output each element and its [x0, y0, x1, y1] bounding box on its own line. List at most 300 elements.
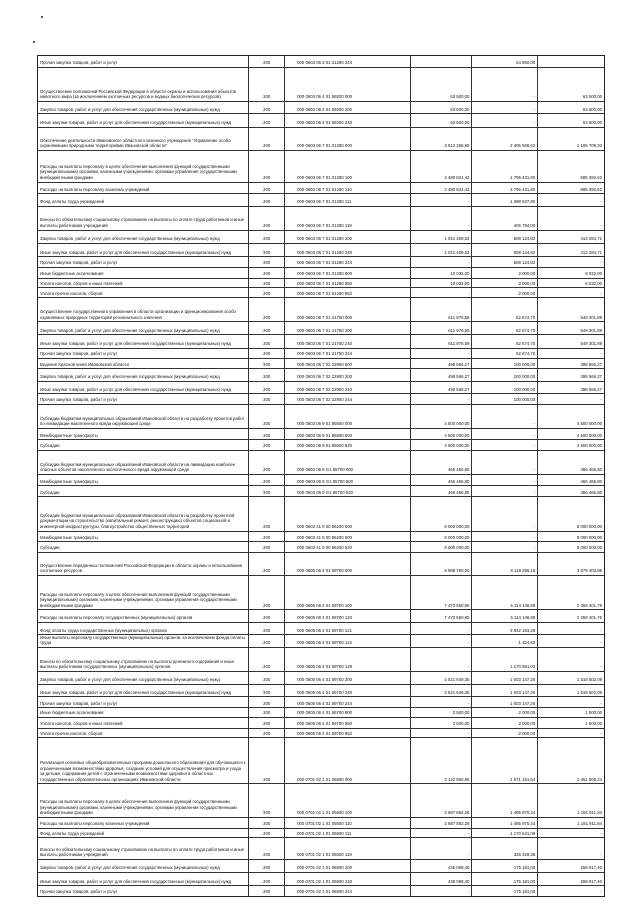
row-line-code-text: 200	[263, 721, 271, 727]
row-line-code-text: 200	[263, 821, 271, 827]
row-line-code	[249, 708, 285, 717]
row-line-code-text: 200	[263, 730, 271, 736]
table-row	[38, 873, 604, 886]
row-budget-code	[285, 708, 411, 717]
row-approved-amount-text: 2 687 882,28	[444, 821, 470, 827]
row-unexecuted-amount-text: 413 284,71	[580, 236, 602, 242]
row-executed-amount	[472, 369, 538, 380]
row-executed-amount-text: -	[533, 421, 536, 427]
row-budget-code-text: 000 0603 06 7 01 01280 111	[297, 199, 352, 205]
row-name-text: Прочая закупка товаров, работ и услуг	[40, 397, 118, 403]
row-approved-amount-text: 498 566,27	[447, 361, 470, 367]
table-row	[38, 322, 604, 335]
row-budget-code-text: 000 0701 02 1 01 05600 111	[297, 830, 352, 836]
row-name	[38, 576, 249, 609]
row-budget-code-text: 000 0603 41 9 00 86200 500	[297, 534, 353, 540]
row-unexecuted-amount-text: 398 566,27	[580, 361, 602, 367]
row-name	[38, 672, 249, 684]
row-line-code-text: 200	[263, 524, 271, 529]
row-executed-amount-text: 62 674,70	[516, 350, 536, 356]
row-name	[38, 128, 249, 150]
row-approved-amount-text: 4 500 000,00	[444, 421, 470, 427]
row-budget-code-text: 000 0701 02 1 01 05600 200	[297, 865, 353, 871]
row-unexecuted-amount-text: 8 032,00	[585, 280, 602, 286]
row-name	[38, 542, 249, 552]
row-line-code-text: 200	[263, 290, 271, 296]
table-row	[38, 394, 604, 405]
row-line-code	[249, 697, 285, 707]
row-approved-amount	[411, 231, 473, 243]
row-line-code	[249, 635, 285, 646]
row-budget-code-text: 000 0603 06 7 01 01280 850	[297, 280, 353, 286]
row-unexecuted-amount	[538, 359, 604, 369]
table-row	[38, 648, 604, 672]
row-budget-code	[285, 207, 411, 230]
row-unexecuted-amount-text: -	[600, 889, 602, 895]
row-approved-amount-text: 611 976,59	[448, 314, 470, 320]
row-executed-amount-text: -	[533, 120, 536, 126]
row-executed-amount-text: 62 674,70	[516, 314, 536, 320]
table-row	[38, 542, 604, 553]
row-unexecuted-amount	[538, 610, 604, 621]
row-unexecuted-amount	[538, 405, 604, 428]
table-row	[38, 369, 604, 381]
row-approved-amount-text: -	[468, 889, 470, 895]
table-row	[38, 685, 604, 697]
row-unexecuted-amount	[538, 532, 604, 542]
row-name-text: Уплата налогов, сборов и иных платежей	[40, 721, 123, 727]
row-line-code	[249, 288, 285, 297]
row-line-code	[249, 244, 285, 256]
row-budget-code	[285, 576, 411, 609]
row-executed-amount	[472, 244, 538, 256]
row-approved-amount	[411, 886, 473, 896]
row-line-code	[249, 207, 285, 230]
row-line-code-text: 200	[263, 361, 271, 367]
row-unexecuted-amount-text: 259 917,40	[580, 878, 602, 884]
row-name	[38, 102, 249, 113]
row-approved-amount	[411, 429, 473, 440]
row-budget-code	[285, 635, 411, 646]
row-line-code	[249, 542, 285, 552]
row-unexecuted-amount-text: 1 191 911,84	[577, 810, 602, 816]
row-executed-amount-text: 1 003 147,26	[510, 689, 536, 695]
row-executed-amount	[472, 231, 538, 243]
row-budget-code	[285, 532, 411, 542]
row-approved-amount	[411, 279, 473, 288]
row-budget-code	[285, 288, 411, 297]
row-approved-amount-text: -	[468, 350, 470, 356]
row-name-text: Взносы по обязательному социальному страхованию на выплаты по оплате труда работников и иные выплаты работникам учреждений	[40, 217, 245, 228]
row-line-code	[249, 553, 285, 575]
row-budget-code	[285, 818, 411, 828]
row-approved-amount-text: 466 466,80	[447, 489, 470, 495]
row-unexecuted-amount-text: -	[600, 700, 602, 706]
row-budget-code	[285, 194, 411, 205]
row-name-text: Обеспечение деятельности Ивановского областного казенного учреждения "Управление особо охраняемыми природными территориями Ивановской области"	[40, 137, 231, 149]
row-approved-amount-text: -	[468, 730, 470, 736]
table-row	[38, 635, 604, 647]
row-executed-amount	[472, 279, 538, 288]
row-unexecuted-amount	[538, 818, 604, 828]
row-executed-amount-text: -	[533, 467, 536, 473]
row-budget-code-text: 000 0701 02 1 01 05600 000	[297, 776, 353, 782]
row-budget-code	[285, 718, 411, 728]
table-row	[38, 672, 604, 685]
table-row	[38, 114, 604, 127]
row-name	[38, 829, 249, 838]
row-unexecuted-amount	[538, 322, 604, 334]
row-budget-code-text: 000 0603 06 9 G1 85700 500	[297, 478, 354, 484]
row-name	[38, 244, 249, 256]
row-unexecuted-amount	[538, 279, 604, 288]
row-unexecuted-amount-text: -	[600, 664, 602, 670]
row-name	[38, 784, 249, 817]
row-unexecuted-amount-text: 1 518 502,09	[576, 677, 602, 683]
row-approved-amount	[411, 697, 473, 707]
row-line-code	[249, 838, 285, 858]
row-unexecuted-amount	[538, 738, 604, 783]
row-line-code	[249, 576, 285, 609]
row-executed-amount-text: 100 000,00	[513, 386, 536, 392]
row-executed-amount	[472, 873, 538, 885]
row-executed-amount-text: 62 674,70	[516, 327, 536, 333]
row-approved-amount	[411, 738, 473, 783]
row-approved-amount-text: 611 976,59	[448, 341, 470, 347]
row-line-code-text: 200	[263, 106, 271, 112]
row-executed-amount	[472, 623, 538, 634]
row-unexecuted-amount-text: -	[600, 627, 602, 633]
row-budget-code	[285, 56, 411, 67]
row-approved-amount	[411, 610, 473, 621]
row-name	[38, 429, 249, 440]
row-line-code	[249, 128, 285, 150]
row-executed-amount-text: 2 000,00	[518, 730, 536, 736]
row-executed-amount-text: 54 860,00	[516, 59, 536, 65]
row-unexecuted-amount	[538, 288, 604, 297]
row-unexecuted-amount-text: 4 500 000,00	[576, 443, 602, 449]
row-budget-code	[285, 553, 411, 575]
row-name-text: Уплата прочих налогов, сборов	[40, 730, 103, 736]
row-budget-code-text: 000 0603 41 9 00 86200 520	[297, 545, 353, 551]
row-approved-amount	[411, 349, 473, 358]
row-budget-code	[285, 394, 411, 404]
row-name	[38, 394, 249, 404]
row-budget-code-text: 000 0605 06 4 01 59700 850	[297, 721, 353, 727]
row-name-text: Фонд оплаты труда государственных (муниципальных) органов	[40, 627, 167, 633]
row-unexecuted-amount-text: 8 000 000,00	[576, 545, 602, 551]
row-approved-amount	[411, 151, 473, 182]
row-executed-amount	[472, 194, 538, 205]
row-executed-amount-text: 608 124,82	[513, 249, 536, 255]
row-approved-amount	[411, 729, 473, 738]
row-line-code	[249, 335, 285, 347]
row-unexecuted-amount	[538, 635, 604, 646]
row-approved-amount	[411, 873, 473, 885]
row-unexecuted-amount	[538, 349, 604, 358]
row-line-code	[249, 873, 285, 885]
row-name-text: Расходы на выплаты персоналу в целях обеспечения выполнения функций государственными (муниципальными) органами, казенными учреждениями, органами управления государственными внебюджетными фондами	[40, 163, 237, 181]
row-approved-amount	[411, 369, 473, 380]
row-name	[38, 818, 249, 828]
row-budget-code	[285, 648, 411, 671]
row-unexecuted-amount-text: 1 500,00	[585, 721, 602, 727]
row-name	[38, 151, 249, 182]
row-unexecuted-amount	[538, 194, 604, 205]
row-line-code-text: 200	[263, 280, 271, 286]
row-budget-code-text: 000 0603 41 9 00 86200 000	[297, 524, 353, 529]
row-name	[38, 475, 249, 486]
table-row	[38, 708, 604, 718]
row-unexecuted-amount	[538, 648, 604, 671]
row-unexecuted-amount-text: 2 359 401,76	[576, 615, 602, 621]
row-unexecuted-amount	[538, 718, 604, 728]
row-line-code	[249, 860, 285, 872]
row-unexecuted-amount	[538, 623, 604, 634]
row-executed-amount-text: 1 388 637,80	[510, 199, 536, 205]
row-unexecuted-amount-text: 63 500,00	[582, 120, 602, 126]
row-name-text: Уплата прочих налогов, сборов	[40, 290, 103, 296]
table-row	[38, 497, 604, 531]
row-executed-amount	[472, 68, 538, 101]
table-row	[38, 838, 604, 859]
row-name-text: Иные закупки товаров, работ и услуг для обеспечения государственных (муниципальных) нужд	[40, 249, 232, 255]
row-unexecuted-amount-text: 466 466,80	[580, 478, 602, 484]
row-budget-code-text: 000 0603 06 4 01 59200 000	[297, 94, 353, 100]
row-name-text: Субсидии бюджетам муниципальных образований Ивановской области на разработку проектов работ по ликвидации накопленного вреда окружающей среде	[40, 415, 245, 427]
row-budget-code-text: 000 0603 06 7 01 21750 000	[297, 314, 353, 320]
row-line-code-text: 200	[263, 143, 271, 149]
row-name	[38, 322, 249, 334]
row-executed-amount	[472, 672, 538, 684]
row-line-code-text: 200	[263, 664, 271, 670]
row-line-code	[249, 685, 285, 696]
table-row	[38, 738, 604, 784]
row-unexecuted-amount-text: -	[600, 222, 602, 228]
row-unexecuted-amount	[538, 369, 604, 380]
row-name	[38, 860, 249, 872]
row-executed-amount-text: 608 124,82	[513, 260, 536, 266]
row-line-code-text: 200	[263, 249, 271, 255]
table-row	[38, 359, 604, 370]
row-budget-code-text: 000 0605 06 4 01 59700 852	[297, 730, 353, 736]
row-approved-amount	[411, 553, 473, 575]
row-line-code-text: 200	[263, 260, 271, 266]
table-row	[38, 429, 604, 441]
row-budget-code	[285, 151, 411, 182]
row-approved-amount	[411, 818, 473, 828]
row-line-code-text: 200	[263, 421, 271, 427]
row-executed-amount	[472, 697, 538, 707]
row-line-code-text: 200	[263, 374, 271, 380]
scan-speck	[41, 16, 43, 18]
row-line-code	[249, 486, 285, 496]
row-executed-amount-text: 1 495 970,44	[510, 821, 536, 827]
row-unexecuted-amount-text: -	[600, 350, 602, 356]
row-name-text: Расходы на выплаты персоналу в целях обеспечения выполнения функций государственными (муниципальными) органами, казенными учреждениями, органами управления государственными внебюджетными фондами	[40, 799, 237, 816]
row-unexecuted-amount	[538, 829, 604, 838]
row-name	[38, 382, 249, 393]
row-unexecuted-amount	[538, 475, 604, 486]
row-approved-amount	[411, 194, 473, 205]
row-line-code-text: 200	[263, 889, 271, 895]
row-budget-code-text: 000 0603 06 7 01 01280 244	[297, 260, 353, 266]
row-line-code	[249, 429, 285, 440]
row-line-code-text: 200	[263, 689, 271, 695]
row-name	[38, 279, 249, 288]
row-approved-amount-text: 3 500,00	[452, 721, 470, 727]
row-executed-amount	[472, 382, 538, 393]
row-unexecuted-amount	[538, 429, 604, 440]
row-approved-amount-text: 63 500,00	[450, 106, 470, 112]
row-name	[38, 288, 249, 297]
row-executed-amount-text: -	[533, 443, 536, 449]
row-approved-amount-text: -	[468, 852, 470, 858]
row-line-code-text: 200	[263, 397, 271, 403]
row-executed-amount	[472, 128, 538, 150]
row-approved-amount-text: 4 500 000,00	[444, 432, 470, 438]
table-row	[38, 829, 604, 839]
row-approved-amount-text: 611 976,59	[448, 327, 470, 333]
row-name-text: Закупка товаров, работ и услуг для обеспечения государственных (муниципальных) нужд	[40, 327, 220, 333]
row-approved-amount-text: -	[468, 664, 470, 670]
row-name-text: Прочая закупка товаров, работ и услуг	[40, 889, 118, 895]
table-row	[38, 382, 604, 394]
row-name	[38, 268, 249, 278]
row-name	[38, 486, 249, 496]
row-budget-code-text: 000 0605 06 4 01 59700 200	[297, 677, 353, 683]
row-line-code-text: 200	[263, 568, 271, 574]
row-executed-amount-text: 2 000,00	[518, 710, 536, 716]
row-line-code-text: 200	[263, 350, 271, 356]
row-budget-code-text: 000 0603 06 9 01 85600 500	[297, 432, 353, 438]
row-approved-amount-text: 7 473 550,85	[444, 615, 470, 621]
row-line-code-text: 200	[263, 534, 271, 540]
row-name	[38, 114, 249, 126]
row-line-code-text: 200	[263, 615, 271, 621]
row-executed-amount	[472, 56, 538, 67]
row-line-code	[249, 359, 285, 369]
row-line-code	[249, 382, 285, 393]
row-budget-code-text: 000 0603 06 7 01 01280 800	[297, 270, 353, 276]
row-executed-amount	[472, 718, 538, 728]
row-executed-amount-text: 608 124,82	[513, 236, 536, 242]
row-unexecuted-amount-text: 549 301,89	[580, 327, 602, 333]
row-approved-amount	[411, 829, 473, 838]
row-line-code	[249, 818, 285, 828]
row-line-code-text: 200	[263, 865, 271, 871]
row-approved-amount	[411, 268, 473, 278]
row-name-text: Расходы на выплаты персоналу государственных (муниципальных) органов	[40, 615, 193, 621]
row-line-code	[249, 102, 285, 113]
row-approved-amount	[411, 128, 473, 150]
row-name-text: Закупка товаров, работ и услуг для обеспечения государственных (муниципальных) нужд	[40, 677, 220, 683]
row-unexecuted-amount	[538, 542, 604, 552]
row-executed-amount	[472, 335, 538, 347]
row-executed-amount-text: 2 405 568,62	[510, 143, 536, 149]
row-budget-code	[285, 369, 411, 380]
row-budget-code	[285, 359, 411, 369]
row-budget-code	[285, 860, 411, 872]
row-budget-code	[285, 335, 411, 347]
row-approved-amount	[411, 685, 473, 696]
row-approved-amount	[411, 114, 473, 126]
table-row	[38, 257, 604, 268]
row-unexecuted-amount	[538, 335, 604, 347]
row-budget-code-text: 000 0603 06 9 G1 85700 000	[297, 467, 354, 473]
row-budget-code	[285, 382, 411, 393]
row-executed-amount-text: 100 000,00	[513, 361, 536, 367]
row-name-text: Субсидии	[40, 545, 60, 551]
row-approved-amount	[411, 244, 473, 256]
row-budget-code-text: 000 0603 06 7 02 22900 244	[297, 397, 353, 403]
row-line-code-text: 200	[263, 810, 271, 816]
row-executed-amount	[472, 151, 538, 182]
row-approved-amount	[411, 322, 473, 334]
row-approved-amount-text: 3 122 960,88	[444, 776, 470, 782]
row-unexecuted-amount	[538, 729, 604, 738]
row-line-code-text: 200	[263, 489, 271, 495]
row-budget-code-text: 000 0605 06 4 01 59700 120	[297, 615, 353, 621]
row-executed-amount	[472, 532, 538, 542]
row-line-code-text: 200	[263, 341, 271, 347]
row-unexecuted-amount-text: 413 284,71	[580, 249, 602, 255]
row-unexecuted-amount	[538, 231, 604, 243]
table-row	[38, 486, 604, 497]
row-budget-code-text: 000 0605 06 4 01 59700 244	[297, 700, 353, 706]
row-line-code-text: 200	[263, 199, 271, 205]
row-unexecuted-amount-text: 1 451 809,24	[576, 776, 602, 782]
row-name	[38, 623, 249, 634]
row-approved-amount-text: -	[468, 627, 470, 633]
row-line-code	[249, 497, 285, 530]
row-executed-amount	[472, 183, 538, 194]
row-approved-amount-text: 466 466,80	[447, 467, 470, 473]
row-executed-amount-text: 1 495 970,44	[510, 810, 536, 816]
row-line-code	[249, 257, 285, 267]
table-row	[38, 576, 604, 610]
row-name	[38, 257, 249, 267]
row-unexecuted-amount-text: 4 500 000,00	[576, 421, 602, 427]
row-name-text: Закупка товаров, работ и услуг для обеспечения государственных (муниципальных) нужд	[40, 374, 220, 380]
row-approved-amount-text: -	[468, 222, 470, 228]
row-executed-amount-text: 1 795 431,80	[510, 186, 536, 192]
row-unexecuted-amount	[538, 886, 604, 896]
row-unexecuted-amount	[538, 151, 604, 182]
row-line-code-text: 200	[263, 830, 271, 836]
row-approved-amount-text: 2 480 824,42	[444, 175, 470, 181]
row-line-code	[249, 672, 285, 684]
row-budget-code-text: 000 0603 06 9 G1 85700 520	[297, 489, 354, 495]
row-name-text: Закупка товаров, работ и услуг для обеспечения государственных (муниципальных) нужд	[40, 106, 220, 112]
row-name-text: Осуществление государственного управления в области организации и функционирования особо охраняемых природных территорий регионального значения	[40, 308, 236, 320]
row-executed-amount-text: 175 181,00	[513, 878, 536, 884]
row-executed-amount-text: 5 114 148,89	[510, 602, 536, 608]
row-name-text: Субсидии бюджетам муниципальных образований Ивановской области на разработку проектной документации на строительство (капитальный ремонт, реконструкцию) объектов социальной и инженерной инфраструктуры, благоустройство общественных территорий	[40, 512, 235, 529]
row-approved-amount-text: 2 687 882,28	[444, 810, 470, 816]
row-approved-amount-text: 4 500 000,00	[444, 443, 470, 449]
row-budget-code-text: 000 0603 06 7 01 01280 200	[297, 236, 353, 242]
row-unexecuted-amount-text: 398 566,27	[580, 386, 602, 392]
row-budget-code	[285, 183, 411, 194]
row-budget-code	[285, 729, 411, 738]
row-line-code	[249, 784, 285, 817]
row-name	[38, 359, 249, 369]
table-row	[38, 532, 604, 543]
row-line-code	[249, 279, 285, 288]
row-name-text: Закупка товаров, работ и услуг для обеспечения государственных (муниципальных) нужд	[40, 236, 220, 242]
row-approved-amount	[411, 451, 473, 474]
